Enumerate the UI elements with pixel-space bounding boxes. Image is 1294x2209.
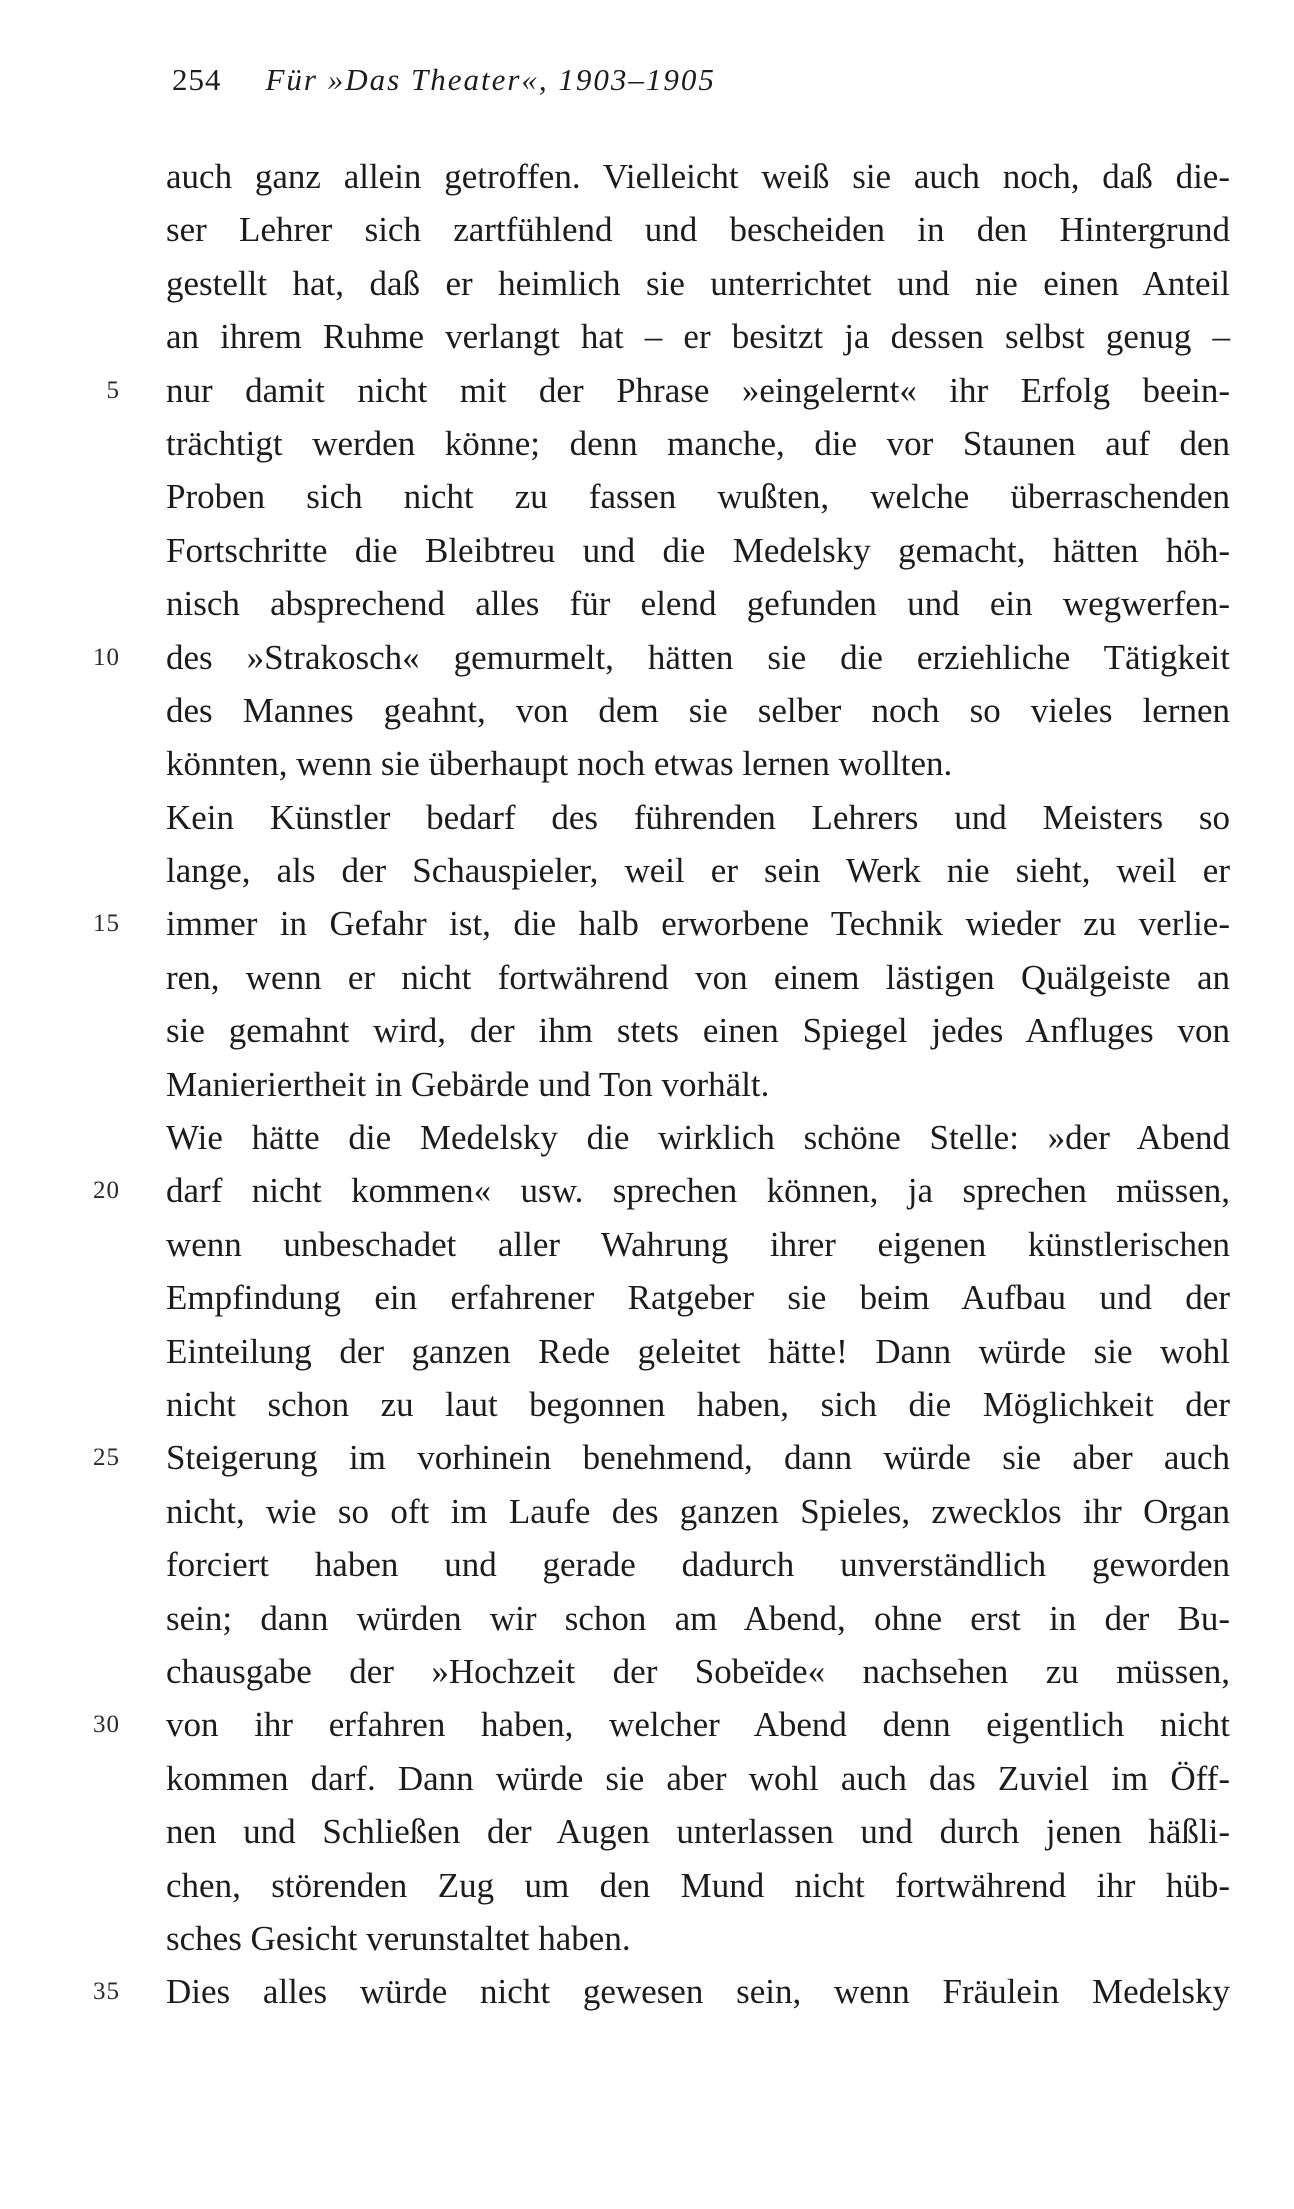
body-text (93, 150, 1230, 2019)
line-number: 25 (93, 1444, 120, 1472)
running-head (172, 58, 716, 102)
text-line (166, 1271, 1230, 1324)
line-text: Empfindung ein erfahrener Ratgeber sie beim Aufbau und der (166, 1278, 1230, 1318)
line-text: sie gemahnt wird, der ihm stets einen Spiegel jedes Anfluges von (166, 1011, 1230, 1051)
line-text: an ihrem Ruhme verlangt hat – er besitzt ja dessen selbst genug – (166, 317, 1230, 357)
text-line (93, 1698, 1230, 1751)
page-number: 254 (172, 62, 222, 97)
line-text: könnten, wenn sie überhaupt noch etwas lernen wollten. (166, 744, 953, 784)
text-line (166, 1752, 1230, 1805)
text-line (166, 1378, 1230, 1431)
line-text: Steigerung im vorhinein benehmend, dann würde sie aber auch (166, 1438, 1230, 1478)
line-text: von ihr erfahren haben, welcher Abend denn eigentlich nicht (166, 1705, 1230, 1745)
text-line (166, 1538, 1230, 1591)
line-text: gestellt hat, daß er heimlich sie unterrichtet und nie einen Anteil (166, 263, 1230, 303)
line-text: Fortschritte die Bleibtreu und die Medelsky gemacht, hätten höh- (166, 530, 1230, 570)
running-head-title: Für »Das Theater«, 1903–1905 (265, 62, 716, 97)
text-line (166, 1805, 1230, 1858)
text-line (166, 1218, 1230, 1271)
text-line (106, 364, 1230, 417)
text-line (166, 150, 1230, 203)
line-text: chen, störenden Zug um den Mund nicht fortwährend ihr hüb- (166, 1865, 1230, 1905)
text-line (166, 1912, 1230, 1965)
line-number: 35 (93, 1978, 120, 2006)
line-text: kommen darf. Dann würde sie aber wohl auch das Zuviel im Öff- (166, 1758, 1230, 1798)
text-line (166, 470, 1230, 523)
line-text: Einteilung der ganzen Rede geleitet hätte! Dann würde sie wohl (166, 1331, 1230, 1371)
text-line (166, 257, 1230, 310)
line-text: des Mannes geahnt, von dem sie selber noch so vieles lernen (166, 690, 1230, 730)
text-line (166, 737, 1230, 790)
line-text: nicht, wie so oft im Laufe des ganzen Spieles, zwecklos ihr Organ (166, 1491, 1230, 1531)
line-number: 10 (93, 643, 120, 671)
text-line (166, 791, 1230, 844)
line-number: 20 (93, 1177, 120, 1205)
text-line (93, 1965, 1230, 2018)
line-text: Manieriertheit in Gebärde und Ton vorhält. (166, 1064, 770, 1104)
text-line (166, 1111, 1230, 1164)
line-text: sein; dann würden wir schon am Abend, ohne erst in der Bu- (166, 1598, 1230, 1638)
line-text: lange, als der Schauspieler, weil er sein Werk nie sieht, weil er (166, 851, 1230, 891)
line-text: nicht schon zu laut begonnen haben, sich die Möglichkeit der (166, 1384, 1230, 1424)
text-line (166, 1004, 1230, 1057)
line-text: trächtigt werden könne; denn manche, die vor Staunen auf den (166, 423, 1230, 463)
line-text: auch ganz allein getroffen. Vielleicht weiß sie auch noch, daß die- (166, 157, 1230, 196)
text-line (166, 577, 1230, 630)
line-number: 30 (93, 1711, 120, 1739)
line-text: Wie hätte die Medelsky die wirklich schöne Stelle: »der Abend (166, 1118, 1230, 1158)
line-text: darf nicht kommen« usw. sprechen können, ja sprechen müssen, (166, 1171, 1230, 1211)
text-line (93, 631, 1230, 684)
line-text: nisch absprechend alles für elend gefunden und ein wegwerfen- (166, 584, 1230, 624)
text-line (166, 951, 1230, 1004)
text-line (166, 524, 1230, 577)
text-line (166, 1325, 1230, 1378)
line-text: nur damit nicht mit der Phrase »eingelernt« ihr Erfolg beein- (166, 370, 1230, 410)
text-line (166, 684, 1230, 737)
line-text: nen und Schließen der Augen unterlassen und durch jenen häßli- (166, 1812, 1230, 1852)
line-text: forciert haben und gerade dadurch unverständlich geworden (166, 1545, 1230, 1585)
text-line (166, 417, 1230, 470)
text-line (93, 1431, 1230, 1484)
text-line (166, 1058, 1230, 1111)
text-line (93, 1164, 1230, 1217)
line-text: wenn unbeschadet aller Wahrung ihrer eigenen künstlerischen (166, 1224, 1230, 1264)
line-text: ren, wenn er nicht fortwährend von einem lästigen Quälgeiste an (166, 957, 1230, 997)
line-text: immer in Gefahr ist, die halb erworbene Technik wieder zu verlie- (166, 904, 1230, 944)
text-line (166, 1592, 1230, 1645)
line-text: chausgabe der »Hochzeit der Sobeïde« nachsehen zu müssen, (166, 1651, 1230, 1691)
text-line (166, 310, 1230, 363)
line-text: Dies alles würde nicht gewesen sein, wenn Fräulein Medelsky (166, 1972, 1230, 2012)
line-text: Proben sich nicht zu fassen wußten, welche überraschenden (166, 477, 1230, 517)
text-line (166, 1645, 1230, 1698)
line-number: 15 (93, 910, 120, 938)
text-line (166, 1485, 1230, 1538)
line-text: ser Lehrer sich zartfühlend und bescheiden in den Hintergrund (166, 210, 1230, 250)
line-text: sches Gesicht verunstaltet haben. (166, 1918, 631, 1958)
text-line (93, 897, 1230, 950)
line-number: 5 (106, 376, 120, 404)
line-text: des »Strakosch« gemurmelt, hätten sie die erziehliche Tätigkeit (166, 637, 1230, 677)
text-line (166, 1859, 1230, 1912)
text-line (166, 844, 1230, 897)
line-text: Kein Künstler bedarf des führenden Lehrers und Meisters so (166, 797, 1230, 837)
text-line (166, 203, 1230, 256)
